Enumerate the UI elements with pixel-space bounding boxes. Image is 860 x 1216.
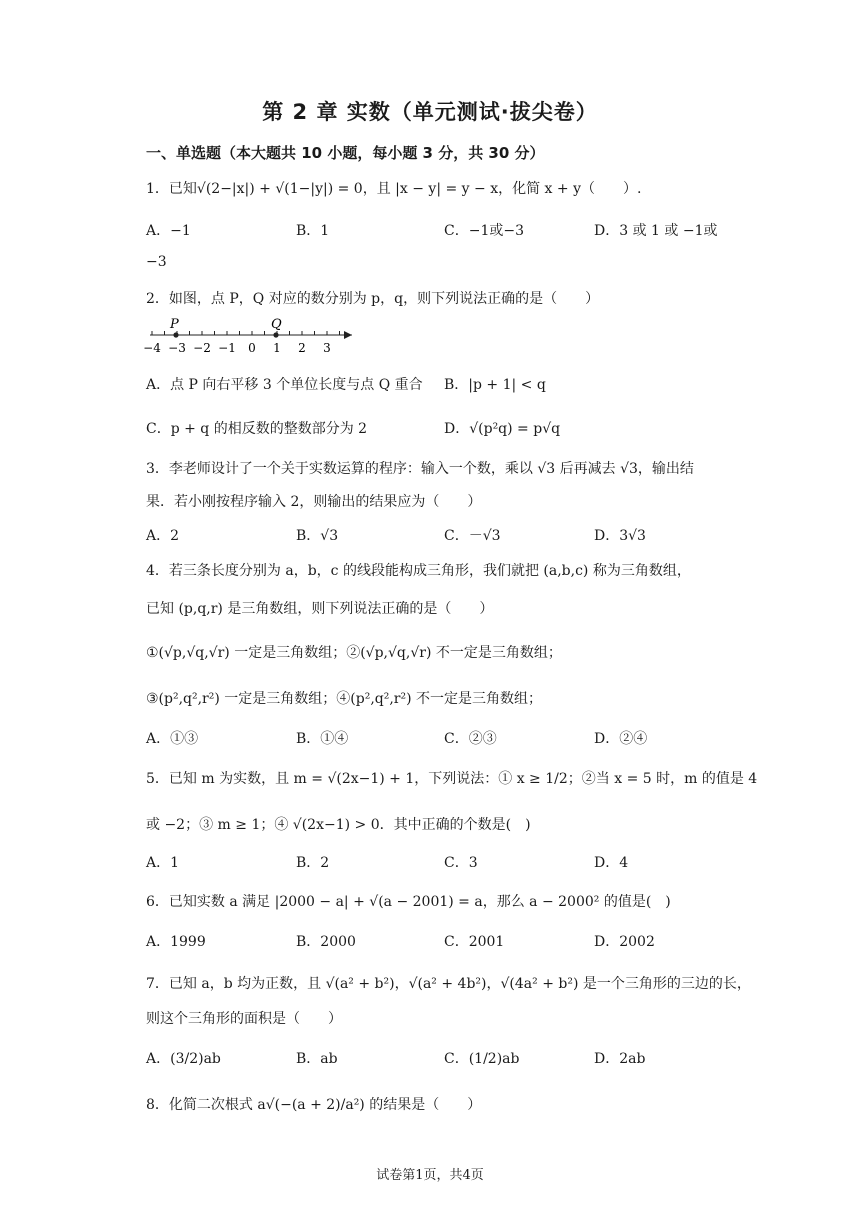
question-5-stem-line1: 5．已知 m 为实数，且 m = √(2x−1) + 1，下列说法：① x ≥ 1/2；②当 x = 5 时，m 的值是 4 xyxy=(146,771,758,787)
page-title: 第 2 章 实数（单元测试·拔尖卷） xyxy=(262,100,598,124)
question-4-stem-line2: 已知 (p,q,r) 是三角数组，则下列说法正确的是（ ） xyxy=(146,601,494,617)
question-2-option-b: B．|p + 1| < q xyxy=(444,377,546,393)
point-q-label: Q xyxy=(271,317,282,332)
question-2-option-a: A．点 P 向右平移 3 个单位长度与点 Q 重合 xyxy=(146,377,423,393)
question-1-stem: 1．已知√(2−|x|) + √(1−|y|) = 0，且 |x − y| = y − x，化简 x + y（ ）. xyxy=(146,181,642,197)
question-1-option-b: B．1 xyxy=(296,223,330,239)
point-p-dot xyxy=(173,332,178,337)
question-4-option-c: C．②③ xyxy=(444,731,497,747)
section-heading: 一、单选题（本大题共 10 小题，每小题 3 分，共 30 分） xyxy=(146,144,545,162)
question-4-option-b: B．①④ xyxy=(296,731,349,747)
question-7-option-b: B．ab xyxy=(296,1051,338,1067)
question-1-option-d-cont: −3 xyxy=(146,254,167,270)
point-q-dot xyxy=(273,332,278,337)
question-3-stem-line1: 3．李老师设计了一个关于实数运算的程序：输入一个数，乘以 √3 后再减去 √3，输出结 xyxy=(146,461,694,477)
number-line-tick-label: −4 xyxy=(143,341,161,355)
number-line-tick-label: 0 xyxy=(248,341,256,355)
question-6-stem: 6．已知实数 a 满足 |2000 − a| + √(a − 2001) = a，那么 a − 2000² 的值是( ) xyxy=(146,894,671,910)
number-line-figure xyxy=(140,316,360,358)
question-5-option-c: C．3 xyxy=(444,855,478,871)
question-4-option-d: D．②④ xyxy=(594,731,648,747)
number-line-tick-label: −1 xyxy=(218,341,236,355)
question-4-statement-3-4: ③(p²,q²,r²) 一定是三角数组；④(p²,q²,r²) 不一定是三角数组； xyxy=(146,691,543,707)
question-4-statement-1-2: ①(√p,√q,√r) 一定是三角数组；②(√p,√q,√r) 不一定是三角数组； xyxy=(146,645,562,661)
question-6-option-d: D．2002 xyxy=(594,934,655,950)
number-line-arrow xyxy=(344,331,352,339)
question-1-option-a: A．−1 xyxy=(146,223,191,239)
number-line-tick-label: 3 xyxy=(323,341,331,355)
question-3-option-c: C．－√3 xyxy=(444,528,501,544)
question-3-option-b: B．√3 xyxy=(296,528,339,544)
question-5-option-d: D．4 xyxy=(594,855,629,871)
question-2-stem: 2．如图，点 P，Q 对应的数分别为 p，q，则下列说法正确的是（ ） xyxy=(146,291,600,307)
question-7-stem-line1: 7．已知 a，b 均为正数，且 √(a² + b²)，√(a² + 4b²)，√(4a² + b²) 是一个三角形的三边的长， xyxy=(146,976,751,992)
question-5-option-b: B．2 xyxy=(296,855,330,871)
question-6-option-a: A．1999 xyxy=(146,934,206,950)
number-line-tick-label: 1 xyxy=(273,341,281,355)
question-3-option-a: A．2 xyxy=(146,528,180,544)
question-2-option-c: C．p + q 的相反数的整数部分为 2 xyxy=(146,421,368,437)
point-p-label: P xyxy=(170,317,179,332)
question-7-option-d: D．2ab xyxy=(594,1051,646,1067)
question-5-stem-line2: 或 −2；③ m ≥ 1；④ √(2x−1) > 0．其中正确的个数是( ) xyxy=(146,817,531,833)
question-8-stem: 8．化简二次根式 a√(−(a + 2)/a²) 的结果是（ ） xyxy=(146,1097,482,1113)
number-line-tick-label: −2 xyxy=(193,341,211,355)
number-line-tick-label: −3 xyxy=(168,341,186,355)
question-7-stem-line2: 则这个三角形的面积是（ ） xyxy=(146,1011,342,1027)
question-7-option-a: A．(3/2)ab xyxy=(146,1051,221,1067)
question-2-option-d: D．√(p²q) = p√q xyxy=(444,421,561,437)
question-1-option-c: C．−1或−3 xyxy=(444,223,524,239)
question-7-option-c: C．(1/2)ab xyxy=(444,1051,520,1067)
question-6-option-c: C．2001 xyxy=(444,934,505,950)
question-6-option-b: B．2000 xyxy=(296,934,356,950)
question-1-option-d: D．3 或 1 或 −1或 xyxy=(594,223,718,239)
number-line-tick-label: 2 xyxy=(298,341,306,355)
question-4-stem-line1: 4．若三条长度分别为 a，b，c 的线段能构成三角形，我们就把 (a,b,c) 称为三角数组， xyxy=(146,563,691,579)
question-4-option-a: A．①③ xyxy=(146,731,199,747)
question-5-option-a: A．1 xyxy=(146,855,180,871)
page-footer: 试卷第1页，共4页 xyxy=(376,1168,484,1183)
question-3-option-d: D．3√3 xyxy=(594,528,646,544)
question-3-stem-line2: 果．若小刚按程序输入 2，则输出的结果应为（ ） xyxy=(146,494,482,510)
